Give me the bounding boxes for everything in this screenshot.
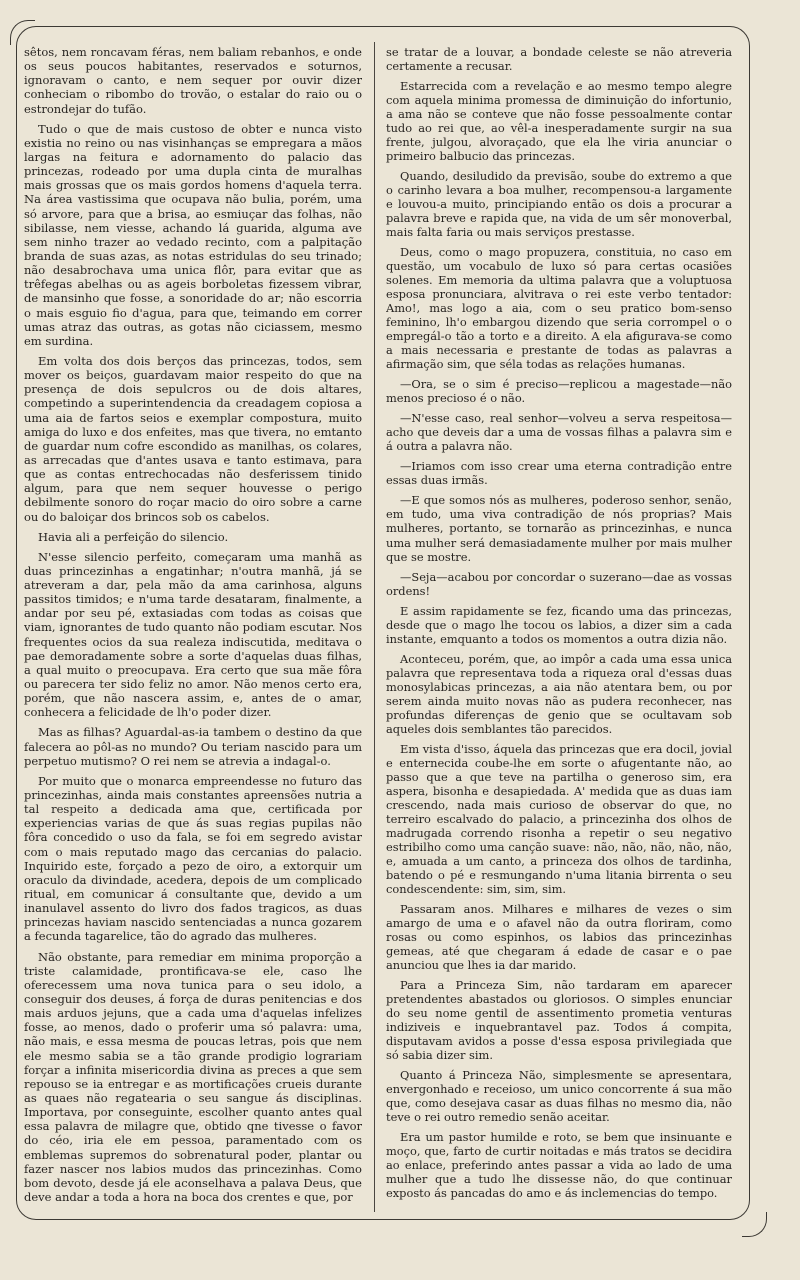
paragraph: Mas as filhas? Aguardal-as-ia tambem o destino da que falecera ao pôl-as no mundo? Ou teriam nascido para um perpetuo mutismo? O rei nem se atrevia a indagal-o. <box>24 725 362 768</box>
paragraph: E assim rapidamente se fez, ficando uma das princezas, desde que o mago lhe tocou os labios, a dizer sim a cada instante, emquanto a todos os momentos a outra dizia não. <box>386 603 732 646</box>
border-corner-ornament <box>10 20 35 45</box>
paragraph: —Ora, se o sim é preciso—replicou a magestade—não menos precioso é o não. <box>386 377 732 406</box>
column-divider <box>374 42 375 1212</box>
paragraph: Deus, como o mago propuzera, constituia, no caso em questão, um vocabulo de luxo só para certas ocasiões solenes. Em memoria da ultima palavra que a voluptuosa esposa pronunciara, alvitrava o rei este verbo tentador: Amo!, mas logo a aia, com o seu pratico bom-senso feminino, lh'o embargou dizendo que seria corrompel o o empregál-o tão a torto e a direito. A ela afigurava-se como a mais necessaria e prestante de todas as palavras a afirmação sim, que séla todas as relações humanas. <box>386 245 732 372</box>
paragraph: Em volta dos dois berços das princezas, todos, sem mover os beiços, guardavam maior respeito do que na presença de dois sepulcros ou de dois altares, competindo a superintendencia da creadagem copiosa a uma aia de fartos seios e exemplar compostura, muito amiga do luxo e dos enfeites, mas que tivera, no emtanto de guardar num cofre escondido as manilhas, os colares, as arrecadas que d'antes usava e tanto estimava, para que as contas entrechocadas não desferissem tinido algum, para que nem sequer houvesse o perigo debilmente sonoro do roçar macio do oiro sobre a carne ou do baloiçar dos brincos sob os cabelos. <box>24 353 362 524</box>
paragraph: Em vista d'isso, áquela das princezas que era docil, jovial e enternecida coube-lhe em sorte o afugentante não, ao passo que a que teve na partilha o generoso sim, era aspera, bisonha e desapiedada. A' medida que as duas iam crescendo, nada mais curioso de observar do que, no terreiro escalvado do palacio, a princezinha dos olhos de madrugada correndo risonha a repetir o seu negativo estribilho como uma canção suave: não, não, não, não, não, e, amuada a um canto, a princeza dos olhos de tardinha, batendo o pé e resmungando n'uma litania birrenta o seu condescendente: sim, sim, sim. <box>386 741 732 896</box>
paragraph: Estarrecida com a revelação e ao mesmo tempo alegre com aquela minima promessa de diminuição do infortunio, a ama não se conteve que não fosse pessoalmente contar tudo ao rei que, ao vêl-a inesperadamente surgir na sua frente, julgou, alvoraçado, que ela lhe viria anunciar o primeiro balbucio das princezas. <box>386 79 732 164</box>
paragraph: sêtos, nem roncavam féras, nem baliam rebanhos, e onde os seus poucos habitantes, reservados e soturnos, ignoravam o canto, e nem sequer por ouvir dizer conheciam o ribombo do trovão, o estalar do raio ou o estrondejar do tufão. <box>24 45 362 116</box>
paragraph: Quanto á Princeza Não, simplesmente se apresentara, envergonhado e receioso, um unico concorrente á sua mão que, como desejava casar as duas filhas no mesmo dia, não teve o rei outro remedio senão aceitar. <box>386 1068 732 1125</box>
paragraph: N'esse silencio perfeito, começaram uma manhã as duas princezinhas a engatinhar; n'outra manhã, já se atreveram a dar, pela mão da ama carinhosa, alguns passitos timidos; e n'uma tarde desataram, finalmente, a andar por seu pé, extasiadas com todas as coisas que viam, ignorantes de tudo quanto não podiam escutar. Nos frequentes ocios da sua realeza indiscutida, meditava o pae demoradamente sobre a sorte d'aquelas duas filhas, a qual muito o preocupava. Era certo que sua mãe fôra ou parecera ter sido feliz no amor. Não menos certo era, porém, que não nascera assim, e, antes de o amar, conhecera a felicidade de lh'o poder dizer. <box>24 549 362 720</box>
paragraph: Era um pastor humilde e roto, se bem que insinuante e moço, que, farto de curtir noitadas e más tratos se decidira ao enlace, preferindo antes passar a vida ao lado de uma mulher que a tudo lhe dissesse não, do que continuar exposto ás pancadas do amo e ás inclemencias do tempo. <box>386 1130 732 1201</box>
paragraph: —E que somos nós as mulheres, poderoso senhor, senão, em tudo, uma viva contradição de nós proprias? Mais mulheres, portanto, se tornarão as princezinhas, e nunca uma mulher será demasiadamente mulher por mais mulher que se mostre. <box>386 493 732 564</box>
paragraph: Aconteceu, porém, que, ao impôr a cada uma essa unica palavra que representava toda a riqueza oral d'essas duas monosylabicas princezas, a aia não atentara bem, ou por serem ainda muito novas não as pudera reconhecer, nas profundas diferenças de genio que se ocultavam sob aqueles dois semblantes tão parecidos. <box>386 651 732 736</box>
right-text-column <box>386 45 732 1222</box>
paragraph: —Seja—acabou por concordar o suzerano—dae as vossas ordens! <box>386 569 732 598</box>
paragraph: se tratar de a louvar, a bondade celeste se não atreveria certamente a recusar. <box>386 45 732 74</box>
paragraph: Tudo o que de mais custoso de obter e nunca visto existia no reino ou nas visinhanças se empregara a mãos largas na feitura e adornamento do palacio das princezas, rodeado por uma dupla cinta de muralhas mais grossas que os mais gordos homens d'aquela terra. Na área vastissima que ocupava não bulia, porém, uma só arvore, para que a brisa, ao esmiuçar das folhas, não sibilasse, nem viesse, achando lá guarida, alguma ave sem ninho trazer ao vedado recinto, com a palpitação branda de suas azas, as notas estridulas do seu trinado; não desabrochava uma unica flôr, para evitar que as trêfegas abelhas ou as ageis borboletas fizessem vibrar, de mansinho que fosse, a sonoridade do ar; não escorria o mais esguio fio d'agua, para que, teimando em correr umas atraz das outras, as gotas não ciciassem, mesmo em surdina. <box>24 121 362 348</box>
paragraph: Passaram anos. Milhares e milhares de vezes o sim amargo de uma e o afavel não da outra floriram, como rosas ou como espinhos, os labios das princezinhas gemeas, até que chegaram á edade de casar e o pae anunciou que lhes ia dar marido. <box>386 901 732 972</box>
paragraph: —Iriamos com isso crear uma eterna contradição entre essas duas irmãs. <box>386 459 732 488</box>
paragraph: Não obstante, para remediar em minima proporção a triste calamidade, prontificava-se ele, caso lhe oferecessem uma nova tunica para o seu idolo, a conseguir dos deuses, á força de duras penitencias e dos mais arduos jejuns, que a cada uma d'aquelas infelizes fosse, ao menos, dado o proferir uma só palavra: uma, não mais, e essa mesma de poucas letras, pois que nem ele mesmo sabia se a tão grande prodigio lograriam forçar a infinita misericordia divina as preces a que sem repouso se ia entregar e as mortificações crueis durante as quaes não regatearia o seu sangue ás disciplinas. Importava, por conseguinte, escolher quanto antes qual essa palavra de milagre que, obtido qne tivesse o favor do céo, iria ele em pessoa, paramentado com os emblemas supremos do sobrenatural poder, plantar ou fazer nascer nos labios mudos das princezinhas. Como bom devoto, desde já ele aconselhava a palava Deus, que deve andar a toda a hora na boca dos crentes e que, por <box>24 949 362 1204</box>
paragraph: Por muito que o monarca empreendesse no futuro das princezinhas, ainda mais constantes apreensões nutria a tal respeito a dedicada ama que, certificada por experiencias varias de que ás suas regias pupilas não fôra concedido o uso da fala, se foi em segredo avistar com o mais reputado mago das cercanias do palacio. Inquirido este, forçado a pezo de oiro, a extorquir um oraculo da divindade, acedera, depois de um complicado ritual, em comunicar á consultante que, devido a um inanulavel assento do livro dos fados tragicos, as duas princezas haviam nascido sentenciadas a nunca gozarem a fecunda tagarelice, tão do agrado das mulheres. <box>24 773 362 944</box>
paragraph: Havia ali a perfeição do silencio. <box>38 529 229 544</box>
left-text-column <box>24 45 362 1222</box>
border-corner-ornament <box>742 1212 767 1237</box>
paragraph: Para a Princeza Sim, não tardaram em aparecer pretendentes abastados ou gloriosos. O simples enunciar do seu nome gentil de assentimento prometia venturas indiziveis e inquebrantavel paz. Todos á compita, disputavam avidos a posse d'essa esposa privilegiada que só sabia dizer sim. <box>386 977 732 1063</box>
paragraph: —N'esse caso, real senhor—volveu a serva respeitosa—acho que deveis dar a uma de vossas filhas a palavra sim e á outra a palavra não. <box>386 411 732 454</box>
paragraph: Quando, desiludido da previsão, soube do extremo a que o carinho levara a boa mulher, recompensou-a largamente e louvou-a muito, principiando então os dois a procurar a palavra breve e rapida que, na vida de um sêr monoverbal, mais falta faria ou mais serviços prestasse. <box>386 169 732 240</box>
